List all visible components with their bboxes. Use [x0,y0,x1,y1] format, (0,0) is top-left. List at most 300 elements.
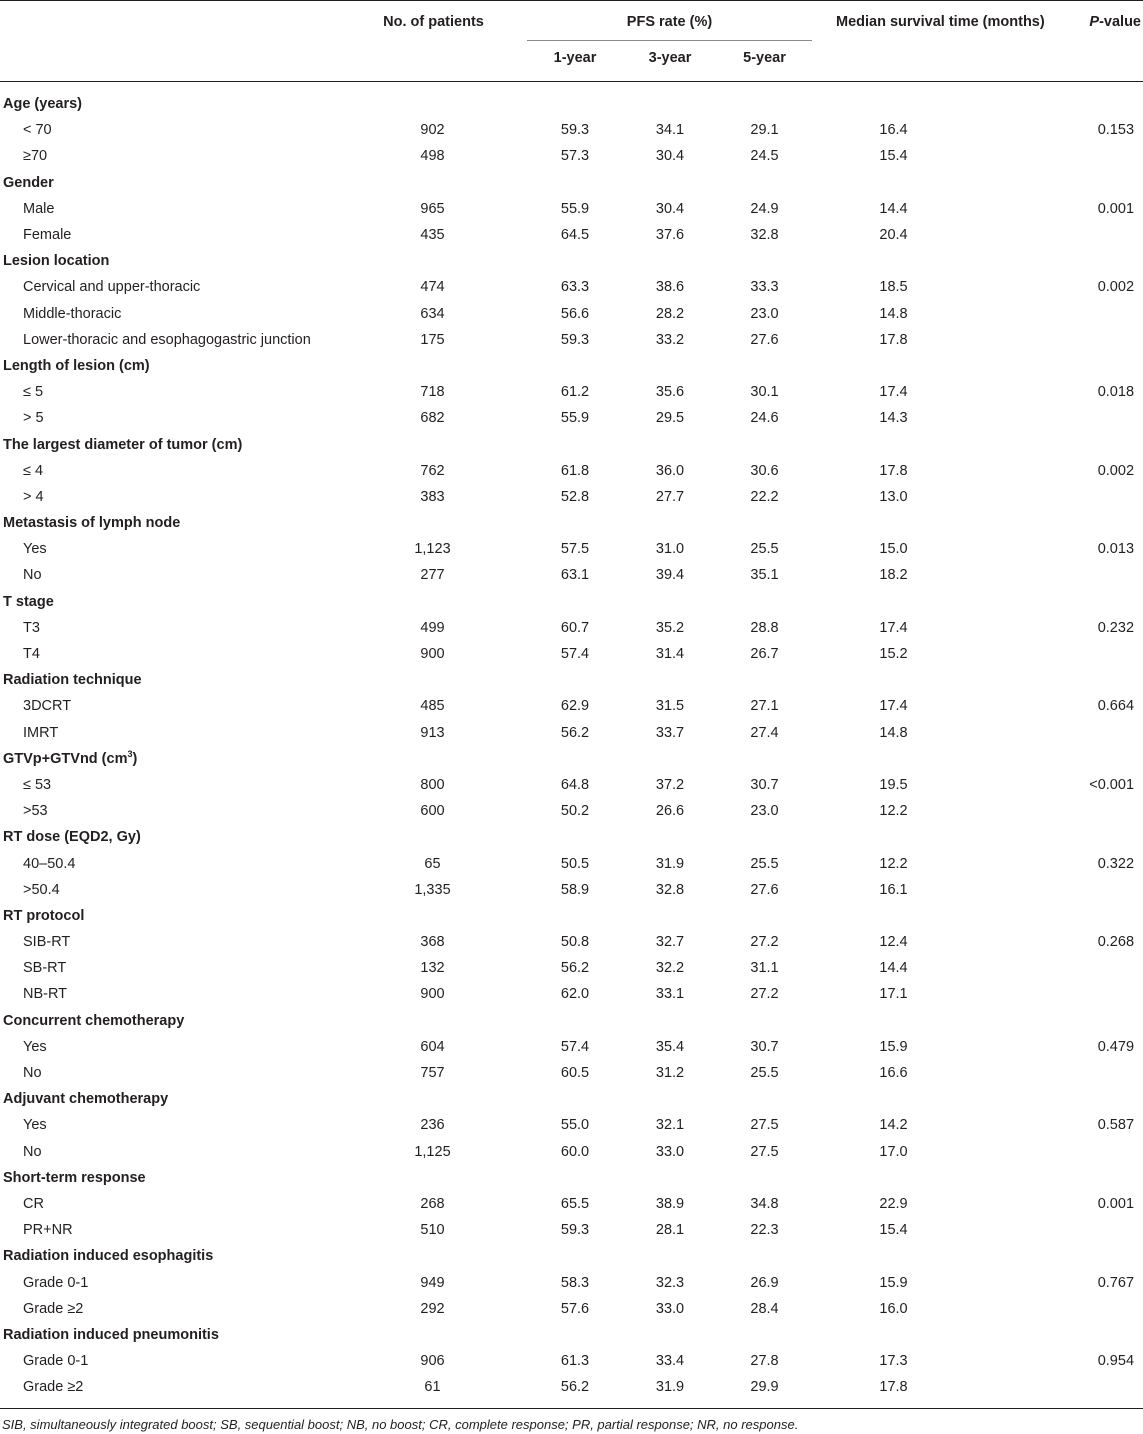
cell-pfs-1-year: 59.3 [560,331,590,348]
cell-p-value [1055,1217,1143,1243]
cell-pfs-1-year: 57.3 [560,148,590,165]
group-title [0,510,1143,536]
cell-median-survival: 18.5 [879,279,908,296]
table-row [0,1112,1143,1138]
cell-patients: 634 [420,305,445,322]
cell-pfs-5-year: 27.6 [750,331,779,348]
cell-patients: 1,335 [414,881,451,898]
cell-p-value [1055,143,1143,169]
row-label: Male [23,200,55,217]
cell-pfs-1-year: 57.5 [560,541,590,558]
header-pfs-rate: PFS rate (%) [527,1,812,41]
row-label: 3DCRT [23,698,72,715]
cell-pfs-5-year: 28.4 [750,1300,779,1317]
table-row [0,615,1143,641]
table-row [0,877,1143,903]
group-row [0,353,1143,379]
group-title-text: GTVp+GTVnd (cm [3,750,128,767]
cell-pfs-3-year: 31.2 [655,1065,685,1082]
cell-pfs-1-year: 64.5 [560,227,590,244]
cell-pfs-5-year: 35.1 [750,567,779,584]
cell-pfs-1-year: 65.5 [560,1195,590,1212]
group-row [0,1165,1143,1191]
cell-patients: 292 [420,1300,445,1317]
cell-p-value [1055,222,1143,248]
cell-median-survival: 15.4 [879,148,908,165]
cell-patients: 900 [420,646,445,663]
cell-pfs-5-year: 25.5 [750,541,779,558]
cell-median-survival: 17.4 [879,698,908,715]
row-label: 40–50.4 [23,855,76,872]
group-title-text: RT dose (EQD2, Gy) [3,829,141,846]
cell-patients: 435 [420,227,445,244]
cell-median-survival: 20.4 [879,227,908,244]
row-label: No [23,567,42,584]
cell-median-survival: 17.8 [879,462,908,479]
cell-pfs-3-year: 32.1 [655,1117,685,1134]
cell-median-survival: 15.0 [879,541,908,558]
cell-pfs-3-year: 39.4 [655,567,685,584]
cell-pfs-1-year: 64.8 [560,776,590,793]
group-row [0,667,1143,693]
cell-median-survival: 15.2 [879,646,908,663]
cell-pfs-1-year: 50.2 [560,803,590,820]
group-row [0,824,1143,850]
cell-p-value: 0.587 [1097,1117,1135,1134]
cell-pfs-1-year: 58.9 [560,881,590,898]
row-label: CR [23,1195,44,1212]
group-row [0,903,1143,929]
cell-p-value: 0.268 [1097,934,1135,951]
group-row [0,1086,1143,1112]
table-header [0,1,1143,82]
cell-median-survival: 12.4 [879,934,908,951]
cell-patients: 600 [420,803,445,820]
cell-pfs-1-year: 57.4 [560,646,590,663]
cell-p-value [1055,562,1143,588]
table-row [0,1060,1143,1086]
row-label: No [23,1143,42,1160]
cell-pfs-5-year: 27.5 [750,1143,779,1160]
cell-p-value [1055,981,1143,1007]
cell-median-survival: 22.9 [879,1195,908,1212]
cell-pfs-3-year: 28.2 [655,305,685,322]
table-row [0,1034,1143,1060]
cell-p-value: 0.322 [1097,855,1135,872]
header-p-italic: P [1089,14,1100,30]
row-label: ≤ 53 [23,776,52,793]
group-title [0,353,1143,379]
cell-median-survival: 14.8 [879,724,908,741]
cell-patients: 762 [420,462,445,479]
cell-pfs-1-year: 59.3 [560,1222,590,1239]
cell-pfs-1-year: 62.0 [560,986,590,1003]
table-row [0,720,1143,746]
cell-pfs-3-year: 34.1 [655,122,685,139]
cell-patients: 175 [420,331,445,348]
table-row [0,850,1143,876]
cell-median-survival: 14.3 [879,410,908,427]
cell-p-value [1055,798,1143,824]
table-row [0,1139,1143,1165]
row-label: ≤ 5 [23,384,44,401]
table-body [0,82,1143,1409]
cell-pfs-1-year: 57.4 [560,1038,590,1055]
cell-p-value [1055,301,1143,327]
table-row [0,1296,1143,1322]
cell-pfs-5-year: 26.9 [750,1274,779,1291]
cell-median-survival: 16.0 [879,1300,908,1317]
cell-pfs-5-year: 28.8 [750,619,779,636]
cell-median-survival: 16.1 [879,881,908,898]
group-row [0,82,1143,118]
row-label: T3 [23,619,40,636]
group-row [0,1008,1143,1034]
cell-pfs-3-year: 33.1 [655,986,685,1003]
group-title [0,746,1143,772]
cell-pfs-5-year: 24.5 [750,148,779,165]
cell-pfs-5-year: 22.3 [750,1222,779,1239]
cell-p-value: <0.001 [1089,776,1135,793]
group-title-text: Short-term response [3,1169,146,1186]
group-title [0,431,1143,457]
cell-pfs-1-year: 61.8 [560,462,590,479]
row-label: ≤ 4 [23,462,44,479]
cell-pfs-1-year: 58.3 [560,1274,590,1291]
table-row [0,143,1143,169]
cell-patients: 682 [420,410,445,427]
cell-patients: 902 [420,122,445,139]
cell-patients: 499 [420,619,445,636]
cell-pfs-5-year: 30.6 [750,462,779,479]
cell-patients: 368 [420,934,445,951]
cell-patients: 757 [420,1065,445,1082]
cell-p-value [1055,1374,1143,1409]
cell-pfs-5-year: 25.5 [750,1065,779,1082]
group-title [0,1008,1143,1034]
cell-patients: 900 [420,986,445,1003]
header-no-patients: No. of patients [340,1,527,41]
table-row [0,379,1143,405]
cell-pfs-1-year: 55.9 [560,410,590,427]
group-title [0,82,1143,118]
cell-median-survival: 17.4 [879,619,908,636]
group-title [0,667,1143,693]
group-row [0,746,1143,772]
table-row [0,641,1143,667]
row-label: Lower-thoracic and esophagogastric junction [23,331,311,348]
row-label: > 5 [23,410,44,427]
cell-patients: 604 [420,1038,445,1055]
cell-pfs-1-year: 55.9 [560,200,590,217]
cell-patients: 1,123 [414,541,451,558]
group-title-text: Length of lesion (cm) [3,357,150,374]
table-row [0,484,1143,510]
cell-p-value [1055,641,1143,667]
group-title-text: Lesion location [3,253,110,270]
cell-pfs-3-year: 33.0 [655,1300,685,1317]
table-row [0,301,1143,327]
table-row [0,955,1143,981]
cell-pfs-1-year: 61.3 [560,1353,590,1370]
cell-patients: 906 [420,1353,445,1370]
row-label: > 4 [23,488,44,505]
header-blank-4 [812,41,1055,82]
cell-pfs-1-year: 50.5 [560,855,590,872]
cell-patients: 65 [424,855,441,872]
cell-pfs-1-year: 60.0 [560,1143,590,1160]
table-row [0,196,1143,222]
cell-pfs-3-year: 31.9 [655,855,685,872]
cell-pfs-1-year: 56.2 [527,1374,623,1409]
cell-pfs-3-year: 32.2 [655,960,685,977]
cell-p-value [1055,405,1143,431]
cell-pfs-3-year: 38.9 [655,1195,685,1212]
group-title [0,1165,1143,1191]
cell-pfs-5-year: 29.9 [717,1374,812,1409]
cell-median-survival: 16.6 [879,1065,908,1082]
table-row [0,981,1143,1007]
header-3-year: 3-year [623,41,717,82]
group-title [0,1086,1143,1112]
cell-pfs-3-year: 31.4 [655,646,685,663]
table-row [0,274,1143,300]
cell-pfs-3-year: 33.4 [655,1353,685,1370]
row-label: Grade 0-1 [23,1353,89,1370]
cell-p-value: 0.664 [1097,698,1135,715]
cell-median-survival: 17.3 [879,1353,908,1370]
row-label: SIB-RT [23,934,71,951]
cell-median-survival: 19.5 [879,776,908,793]
group-title-text: T stage [3,593,54,610]
cell-patients: 510 [420,1222,445,1239]
cell-patients: 1,125 [414,1143,451,1160]
group-title-text: Metastasis of lymph node [3,515,181,532]
header-1-year: 1-year [527,41,623,82]
table-row [0,772,1143,798]
cell-p-value: 0.002 [1097,462,1135,479]
table-row [0,798,1143,824]
header-blank-5 [1055,41,1143,82]
table-row [0,536,1143,562]
cell-pfs-5-year: 30.1 [750,384,779,401]
group-row [0,431,1143,457]
cell-patients: 383 [420,488,445,505]
cell-patients: 965 [420,200,445,217]
table-row [0,1374,1143,1409]
group-row [0,1243,1143,1269]
cell-patients: 268 [420,1195,445,1212]
cell-p-value [1055,484,1143,510]
group-title-text: The largest diameter of tumor (cm) [3,436,243,453]
table-row [0,562,1143,588]
group-title-text: Radiation induced esophagitis [3,1248,214,1265]
cell-pfs-3-year: 32.3 [655,1274,685,1291]
cell-pfs-5-year: 27.4 [750,724,779,741]
cell-p-value: 0.001 [1097,200,1135,217]
cell-pfs-3-year: 36.0 [655,462,685,479]
cell-median-survival: 17.8 [812,1374,1055,1409]
cell-pfs-5-year: 27.2 [750,986,779,1003]
cell-patients: 236 [420,1117,445,1134]
table-row [0,458,1143,484]
cell-pfs-1-year: 63.1 [560,567,590,584]
row-label: NB-RT [23,986,68,1003]
cell-pfs-5-year: 31.1 [750,960,779,977]
cell-pfs-3-year: 32.8 [655,881,685,898]
cell-pfs-5-year: 30.7 [750,776,779,793]
cell-median-survival: 17.1 [879,986,908,1003]
cell-patients: 949 [420,1274,445,1291]
cell-median-survival: 17.8 [879,331,908,348]
cell-median-survival: 14.2 [879,1117,908,1134]
cell-pfs-1-year: 59.3 [560,122,590,139]
cell-pfs-1-year: 50.8 [560,934,590,951]
row-label: Grade ≥2 [0,1374,340,1409]
row-label: PR+NR [23,1222,73,1239]
cell-pfs-3-year: 35.6 [655,384,685,401]
cell-median-survival: 18.2 [879,567,908,584]
table-row [0,929,1143,955]
cell-pfs-3-year: 33.7 [655,724,685,741]
group-title-superscript: 3 [127,748,133,759]
cell-median-survival: 12.2 [879,803,908,820]
group-title-text: Radiation induced pneumonitis [3,1326,219,1343]
row-label: Middle-thoracic [23,305,122,322]
row-label: T4 [23,646,40,663]
cell-p-value: 0.018 [1097,384,1135,401]
cell-pfs-3-year: 31.9 [623,1374,717,1409]
cell-pfs-5-year: 23.0 [750,305,779,322]
cell-patients: 485 [420,698,445,715]
cell-pfs-5-year: 32.8 [750,227,779,244]
cell-median-survival: 13.0 [879,488,908,505]
cell-pfs-1-year: 62.9 [560,698,590,715]
cell-p-value [1055,720,1143,746]
row-label: Grade 0-1 [23,1274,89,1291]
table-row [0,1348,1143,1374]
cell-patients: 913 [420,724,445,741]
cell-pfs-1-year: 60.7 [560,619,590,636]
cell-pfs-5-year: 24.6 [750,410,779,427]
row-label: No [23,1065,42,1082]
cell-p-value: 0.232 [1097,619,1135,636]
group-title [0,1322,1143,1348]
cell-pfs-5-year: 27.2 [750,934,779,951]
row-label: SB-RT [23,960,67,977]
group-title [0,903,1143,929]
table-row [0,327,1143,353]
group-title-text: Gender [3,174,54,191]
group-row [0,1322,1143,1348]
header-blank-2 [0,41,340,82]
cell-pfs-3-year: 30.4 [655,148,685,165]
group-row [0,589,1143,615]
cell-pfs-5-year: 33.3 [750,279,779,296]
cell-pfs-5-year: 24.9 [750,200,779,217]
cell-pfs-5-year: 27.5 [750,1117,779,1134]
cell-pfs-1-year: 60.5 [560,1065,590,1082]
table-row [0,1217,1143,1243]
group-title-end: ) [132,750,138,767]
cell-p-value: 0.767 [1097,1274,1135,1291]
cell-patients: 474 [420,279,445,296]
row-label: IMRT [23,724,59,741]
group-row [0,170,1143,196]
cell-pfs-5-year: 25.5 [750,855,779,872]
cell-pfs-3-year: 33.0 [655,1143,685,1160]
cell-pfs-1-year: 63.3 [560,279,590,296]
cell-pfs-1-year: 55.0 [560,1117,590,1134]
cell-pfs-3-year: 31.5 [655,698,685,715]
row-label: Yes [23,1117,47,1134]
header-median-survival: Median survival time (months) [812,1,1055,41]
cell-pfs-3-year: 29.5 [655,410,685,427]
cell-patients: 132 [420,960,445,977]
cell-pfs-1-year: 56.2 [560,724,590,741]
cell-p-value: 0.479 [1097,1038,1135,1055]
cell-median-survival: 15.9 [879,1038,908,1055]
cell-pfs-5-year: 30.7 [750,1038,779,1055]
cell-patients: 277 [420,567,445,584]
cell-pfs-5-year: 29.1 [750,122,779,139]
row-label: Female [23,227,72,244]
cell-pfs-5-year: 27.1 [750,698,779,715]
cell-p-value [1055,877,1143,903]
group-title [0,824,1143,850]
cell-p-value [1055,1060,1143,1086]
header-p-value [1055,1,1143,41]
cell-patients: 718 [420,384,445,401]
group-title [0,589,1143,615]
group-title-text: RT protocol [3,907,85,924]
cell-pfs-5-year: 27.6 [750,881,779,898]
cell-pfs-5-year: 27.8 [750,1353,779,1370]
cell-pfs-3-year: 28.1 [655,1222,685,1239]
cell-pfs-5-year: 26.7 [750,646,779,663]
row-label: Yes [23,1038,47,1055]
cell-pfs-3-year: 38.6 [655,279,685,296]
cell-p-value: 0.001 [1097,1195,1135,1212]
table-footnote: SIB, simultaneously integrated boost; SB, sequential boost; NB, no boost; CR, complete response; PR, partial response; NR, no response. [2,1417,799,1433]
cell-pfs-3-year: 26.6 [655,803,685,820]
header-5-year: 5-year [717,41,812,82]
cell-pfs-1-year: 56.2 [560,960,590,977]
cell-pfs-5-year: 22.2 [750,488,779,505]
cell-median-survival: 15.9 [879,1274,908,1291]
cell-pfs-3-year: 37.2 [655,776,685,793]
group-title-text: Age (years) [3,96,82,113]
row-label: >53 [23,803,48,820]
cell-median-survival: 15.4 [879,1222,908,1239]
cell-p-value [1055,955,1143,981]
row-label: < 70 [23,122,52,139]
cell-p-value: 0.153 [1097,122,1135,139]
group-title-text: Radiation technique [3,672,142,689]
cell-pfs-1-year: 57.6 [560,1300,590,1317]
cell-pfs-3-year: 27.7 [655,488,685,505]
cell-median-survival: 16.4 [879,122,908,139]
cell-pfs-3-year: 32.7 [655,934,685,951]
group-title-text: Concurrent chemotherapy [3,1012,185,1029]
cell-pfs-1-year: 52.8 [560,488,590,505]
table-row [0,117,1143,143]
cell-p-value: 0.954 [1097,1353,1135,1370]
table-row [0,222,1143,248]
cell-p-value [1055,1139,1143,1165]
table-row [0,1269,1143,1295]
group-title [0,1243,1143,1269]
